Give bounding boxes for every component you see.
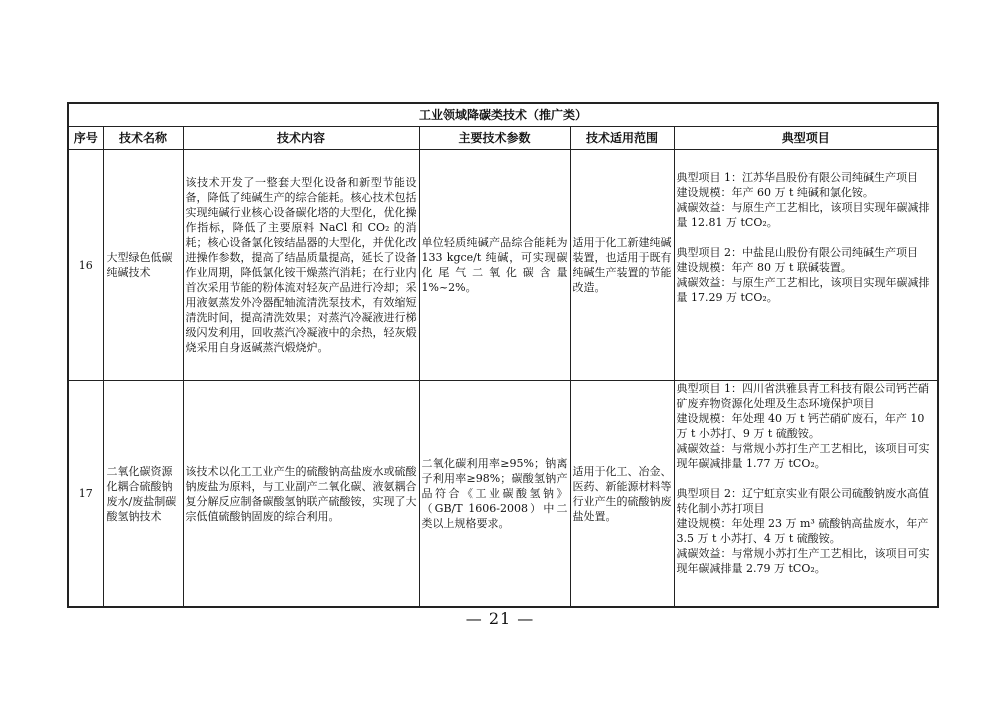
project-spacer bbox=[677, 471, 936, 486]
tech-scope: 适用于化工、冶金、医药、新能源材料等行业产生的硫酸钠废盐处置。 bbox=[570, 381, 674, 608]
header-tech-name: 技术名称 bbox=[103, 127, 183, 150]
technology-table-container bbox=[67, 102, 937, 608]
tech-content: 该技术开发了一整套大型化设备和新型节能设备，降低了纯碱生产的综合能耗。核心技术包括实现纯碱行业核心设备碳化塔的大型化，优化操作指标，降低了主要原料 NaCl 和 CO₂ 的消耗；核心设备氯化铵结晶器的大型化，并优化改进操作参数，提高了结晶质量提高，延长了设备作业周期，降低氯化铵干燥蒸汽消耗；在行业内首次采用节能的粉体流对轻灰产品进行冷却；采用液氨蒸发外冷器配轴流清洗泵技术，有效缩短清洗时间，提高清洗效果；对蒸汽冷凝液进行梯级闪发利用，回收蒸汽冷凝液中的余热，轻灰煅烧采用自身返碱蒸汽煅烧炉。 bbox=[183, 150, 419, 381]
page-number: — 21 — bbox=[465, 609, 535, 628]
header-main-params: 主要技术参数 bbox=[419, 127, 570, 150]
project-benefit: 减碳效益：与常规小苏打生产工艺相比，该项目可实现年碳减排量 1.77 万 tCO₂。 bbox=[676, 442, 930, 470]
tech-name: 二氧化碳资源化耦合硫酸钠废水/废盐制碳酸氢钠技术 bbox=[103, 381, 183, 608]
technology-table bbox=[67, 102, 939, 608]
table-title: 工业领域降碳类技术（推广类） bbox=[68, 103, 938, 127]
project-scale: 建设规模：年处理 23 万 m³ 硫酸钠高盐废水，年产 3.5 万 t 小苏打、4 万 t 硫酸铵。 bbox=[676, 517, 929, 545]
header-typical-projects: 典型项目 bbox=[674, 127, 938, 150]
tech-params: 二氧化碳利用率≥95%；钠离子利用率≥98%；碳酸氢钠产品符合《工业碳酸氢钠》（GB/T 1606-2008）中二类以上规格要求。 bbox=[419, 381, 570, 608]
tech-params: 单位轻质纯碱产品综合能耗为 133 kgce/t 纯碱，可实现碳化尾气二氧化碳含量 1%~2%。 bbox=[419, 150, 570, 381]
project-title: 典型项目 2：中盐昆山股份有限公司纯碱生产项目 bbox=[676, 246, 918, 259]
project-scale: 建设规模：年产 80 万 t 联碱装置。 bbox=[676, 261, 852, 274]
table-title-row bbox=[68, 103, 938, 127]
table-header-row bbox=[68, 127, 938, 150]
project-benefit: 减碳效益：与常规小苏打生产工艺相比，该项目可实现年碳减排量 2.79 万 tCO₂。 bbox=[676, 547, 930, 575]
project-title: 典型项目 2：辽宁虹京实业有限公司硫酸钠废水高值转化制小苏打项目 bbox=[676, 487, 929, 515]
typical-projects bbox=[674, 150, 938, 381]
typical-projects bbox=[674, 381, 938, 608]
table-row bbox=[68, 381, 938, 608]
header-number: 序号 bbox=[68, 127, 103, 150]
tech-name: 大型绿色低碳纯碱技术 bbox=[103, 150, 183, 381]
project-benefit: 减碳效益：与原生产工艺相比，该项目实现年碳减排量 12.81 万 tCO₂。 bbox=[676, 201, 930, 229]
table-row bbox=[68, 150, 938, 381]
project-benefit: 减碳效益：与原生产工艺相比，该项目实现年碳减排量 17.29 万 tCO₂。 bbox=[676, 276, 930, 304]
project-scale: 建设规模：年产 60 万 t 纯碱和氯化铵。 bbox=[676, 186, 874, 199]
project-title: 典型项目 1：四川省洪雅县青工科技有限公司钙芒硝矿废弃物资源化处理及生态环境保护项目 bbox=[676, 382, 929, 410]
header-tech-content: 技术内容 bbox=[183, 127, 419, 150]
row-number: 17 bbox=[68, 381, 103, 608]
row-number: 16 bbox=[68, 150, 103, 381]
tech-content: 该技术以化工工业产生的硫酸钠高盐废水或硫酸钠废盐为原料，与工业副产二氧化碳、液氨耦合复分解反应制备碳酸氢钠联产硫酸铵，实现了大宗低值硫酸钠固废的综合利用。 bbox=[183, 381, 419, 608]
project-title: 典型项目 1：江苏华昌股份有限公司纯碱生产项目 bbox=[676, 171, 918, 184]
project-spacer bbox=[677, 230, 936, 245]
header-scope: 技术适用范围 bbox=[570, 127, 674, 150]
tech-scope: 适用于化工新建纯碱装置，也适用于既有纯碱生产装置的节能改造。 bbox=[570, 150, 674, 381]
project-scale: 建设规模：年处理 40 万 t 钙芒硝矿废石，年产 10 万 t 小苏打、9 万 t 硫酸铵。 bbox=[676, 412, 925, 440]
